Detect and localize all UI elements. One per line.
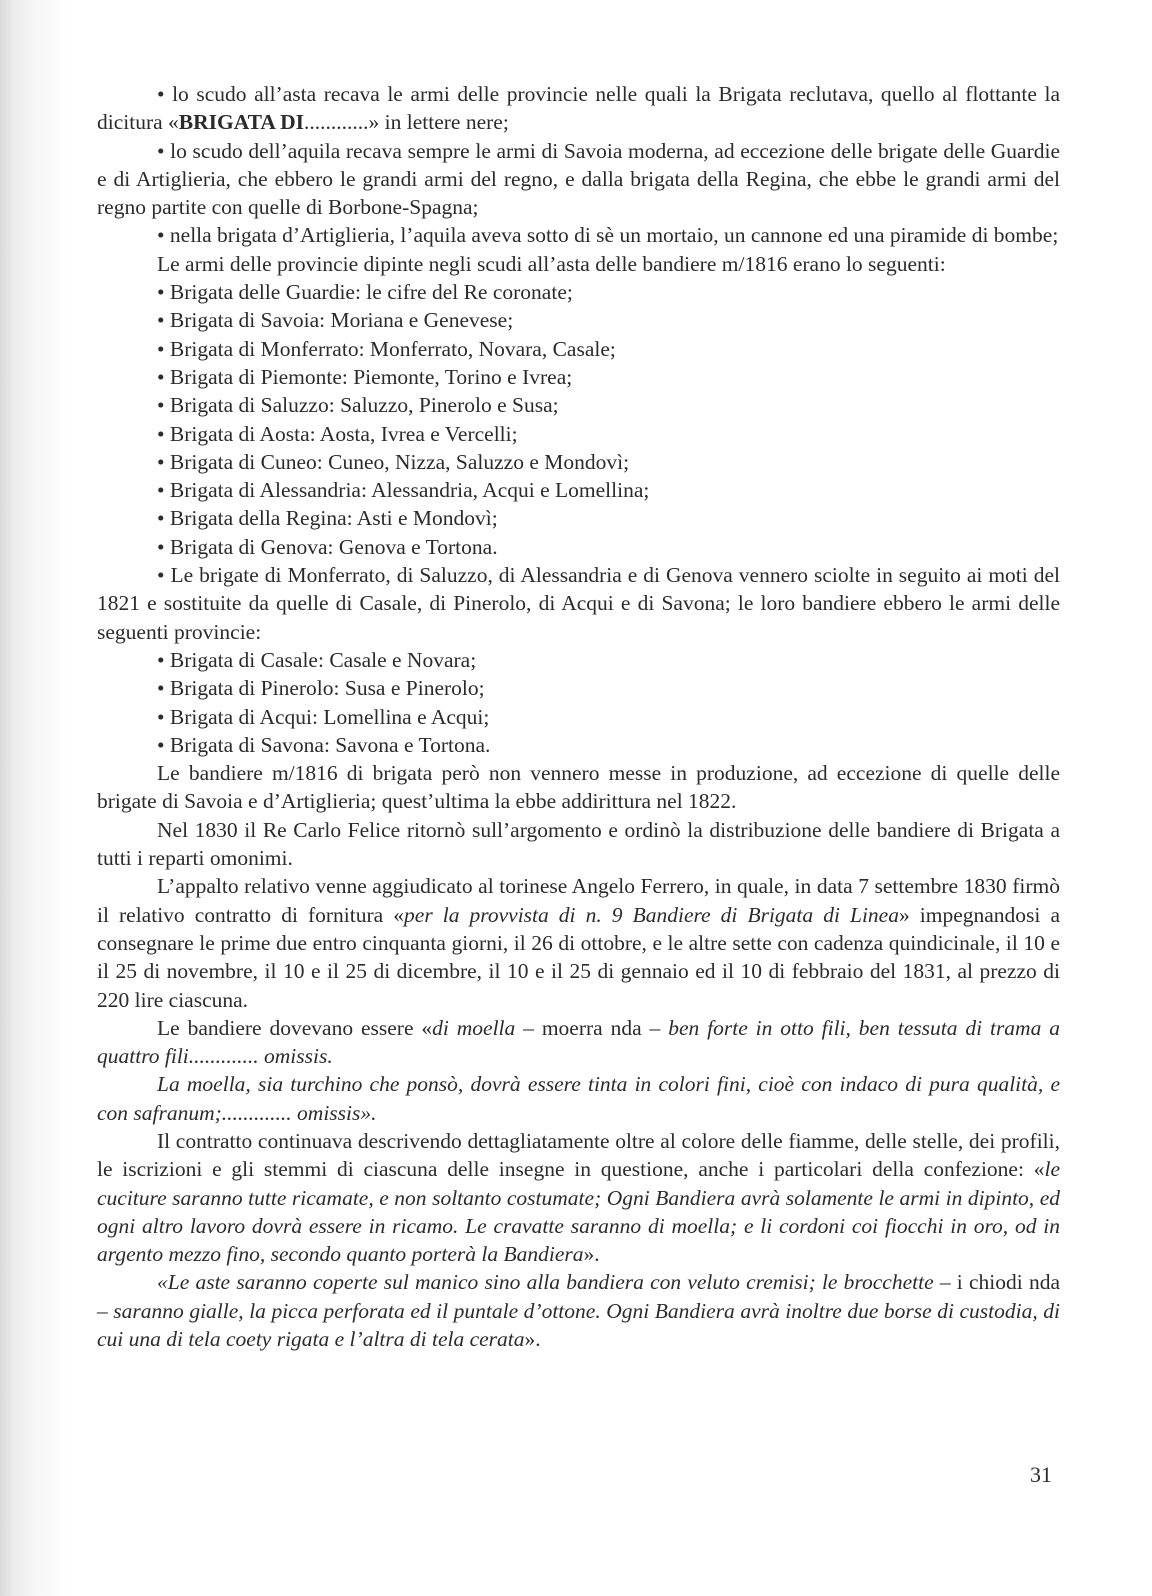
text-run: Le bandiere dovevano essere « xyxy=(157,1015,433,1040)
text-run: » impegnandosi a consegnare le prime due entro cinquanta giorni, il 26 di ottobre, e le altre sette con cadenza quindicinale, il 10 e il 25 di novembre, il 10 e il 25 di dicembre, il 10 e il 25 di gennaio ed il 10 di febbraio del 1831, al prezzo di 220 lire ciascuna. xyxy=(97,902,1061,1012)
list-item: • Brigata di Aosta: Aosta, Ivrea e Vercelli; xyxy=(157,421,518,446)
page-number: 31 xyxy=(1030,1462,1052,1487)
italic-quote: le cuciture saranno tutte ricamate, e non soltanto costumate; Ogni Bandiera avrà solamente le armi in dipinto, ed ogni altro lavoro dovrà essere in ricamo. Le cravatte saranno di moella; e li cordoni coi fiocchi in oro, od in argento mezzo fino, secondo quanto porterà la Bandiera xyxy=(97,1157,1060,1267)
list-item: • Brigata di Acqui: Lomellina e Acqui; xyxy=(157,704,490,729)
paragraph-contratto xyxy=(97,1127,1060,1268)
paragraph-bandiere-produzione: Le bandiere m/1816 di brigata però non vennero messe in produzione, ad eccezione di quelle delle brigate di Savoia e d’Artiglieria; quest’ultima la ebbe addirittura nel 1822. xyxy=(97,761,1060,814)
paragraph-brigate-sciolte: • Le brigate di Monferrato, di Saluzzo, di Alessandria e di Genova vennero sciolte in seguito ai moti del 1821 e sostituite da quelle di Casale, di Pinerolo, di Acqui e di Savona; le loro bandiere ebbero le armi delle seguenti provincie: xyxy=(97,563,1060,644)
paragraph-moella xyxy=(97,1014,1060,1071)
paragraph-carlo-felice: Nel 1830 il Re Carlo Felice ritornò sull’argomento e ordinò la distribuzione delle bandiere di Brigata a tutti i reparti omonimi. xyxy=(97,817,1060,871)
list-item: • Brigata di Piemonte: Piemonte, Torino e Ivrea; xyxy=(157,364,573,389)
list-item: • Brigata di Genova: Genova e Tortona. xyxy=(157,534,498,559)
paragraph-appalto xyxy=(97,872,1060,1013)
list-item: • Brigata di Pinerolo: Susa e Pinerolo; xyxy=(157,676,485,701)
list-item: • Brigata di Saluzzo: Saluzzo, Pinerolo e Susa; xyxy=(157,393,559,418)
italic-quote: La moella, sia turchino che ponsò, dovrà essere tinta in colori fini, cioè con indaco di pura qualità, e con safranum;............. omissis». xyxy=(97,1072,1060,1125)
italic-quote: ben forte in otto fili, ben tessuta di trama a quattro fili............. omissis. xyxy=(97,1015,1060,1069)
italic-quote: per la provvista di n. 9 Bandiere di Brigata di Linea xyxy=(404,902,899,927)
list-item: • Brigata di Alessandria: Alessandria, Acqui e Lomellina; xyxy=(157,478,650,503)
paragraph-armi-provincie: Le armi delle provincie dipinte negli scudi all’asta delle bandiere m/1816 erano lo seguenti: xyxy=(157,251,946,276)
paragraph-moella-colori xyxy=(97,1070,1060,1127)
italic-quote: «Le aste saranno coperte sul manico sino alla bandiera con veluto cremisi; le brocchette – xyxy=(157,1270,951,1295)
paragraph-bullet-artiglieria: • nella brigata d’Artiglieria, l’aquila aveva sotto di sè un mortaio, un cannone ed una piramide di bombe; xyxy=(157,223,1059,248)
bold-text-brigata: BRIGATA DI xyxy=(178,110,305,135)
text-run: Il contratto continuava descrivendo dettagliatamente oltre al colore delle fiamme, delle stelle, dei profili, le iscrizioni e gli stemmi di ciascuna delle insegne in questione, anche i particolari della confezione: « xyxy=(97,1128,1060,1182)
italic-quote: di moella xyxy=(432,1015,516,1040)
text-run: i chiodi nda – xyxy=(97,1270,1060,1323)
list-item: • Brigata di Monferrato: Monferrato, Novara, Casale; xyxy=(157,336,616,361)
text-run: ............» in lettere nere; xyxy=(304,110,509,135)
body-text xyxy=(97,80,1060,1353)
text-run: • lo scudo all’asta recava le armi delle provincie nelle quali la Brigata reclutava, quello al flottante la dicitura « xyxy=(97,82,1060,135)
text-run: – moerra nda – xyxy=(515,1015,669,1040)
list-item: • Brigata della Regina: Asti e Mondovì; xyxy=(157,506,498,531)
italic-quote: saranno gialle, la picca perforata ed il puntale d’ottone. Ogni Bandiera avrà inoltre due borse di custodia, di cui una di tela coety rigata e l’altra di tela cerata xyxy=(97,1298,1060,1352)
list-item: • Brigata di Savona: Savona e Tortona. xyxy=(157,732,491,757)
paragraph-bullet-scudo-asta xyxy=(97,80,1060,137)
list-item: • Brigata di Casale: Casale e Novara; xyxy=(157,647,477,672)
text-run: ». xyxy=(583,1242,600,1267)
list-item: • Brigata delle Guardie: le cifre del Re coronate; xyxy=(157,280,573,305)
list-item: • Brigata di Savoia: Moriana e Genevese; xyxy=(157,308,514,333)
list-item: • Brigata di Cuneo: Cuneo, Nizza, Saluzzo e Mondovì; xyxy=(157,449,630,474)
text-run: L’appalto relativo venne aggiudicato al torinese Angelo Ferrero, in quale, in data 7 settembre 1830 firmò il relativo contratto di fornitura « xyxy=(97,874,1060,927)
text-run: ». xyxy=(524,1327,541,1352)
paragraph-aste xyxy=(97,1268,1060,1353)
paragraph-bullet-scudo-aquila: • lo scudo dell’aquila recava sempre le armi di Savoia moderna, ad eccezione delle brigate delle Guardie e di Artiglieria, che ebbero le grandi armi del regno, e dalla brigata della Regina, che ebbe le grandi armi del regno partite con quelle di Borbone-Spagna; xyxy=(97,138,1060,220)
